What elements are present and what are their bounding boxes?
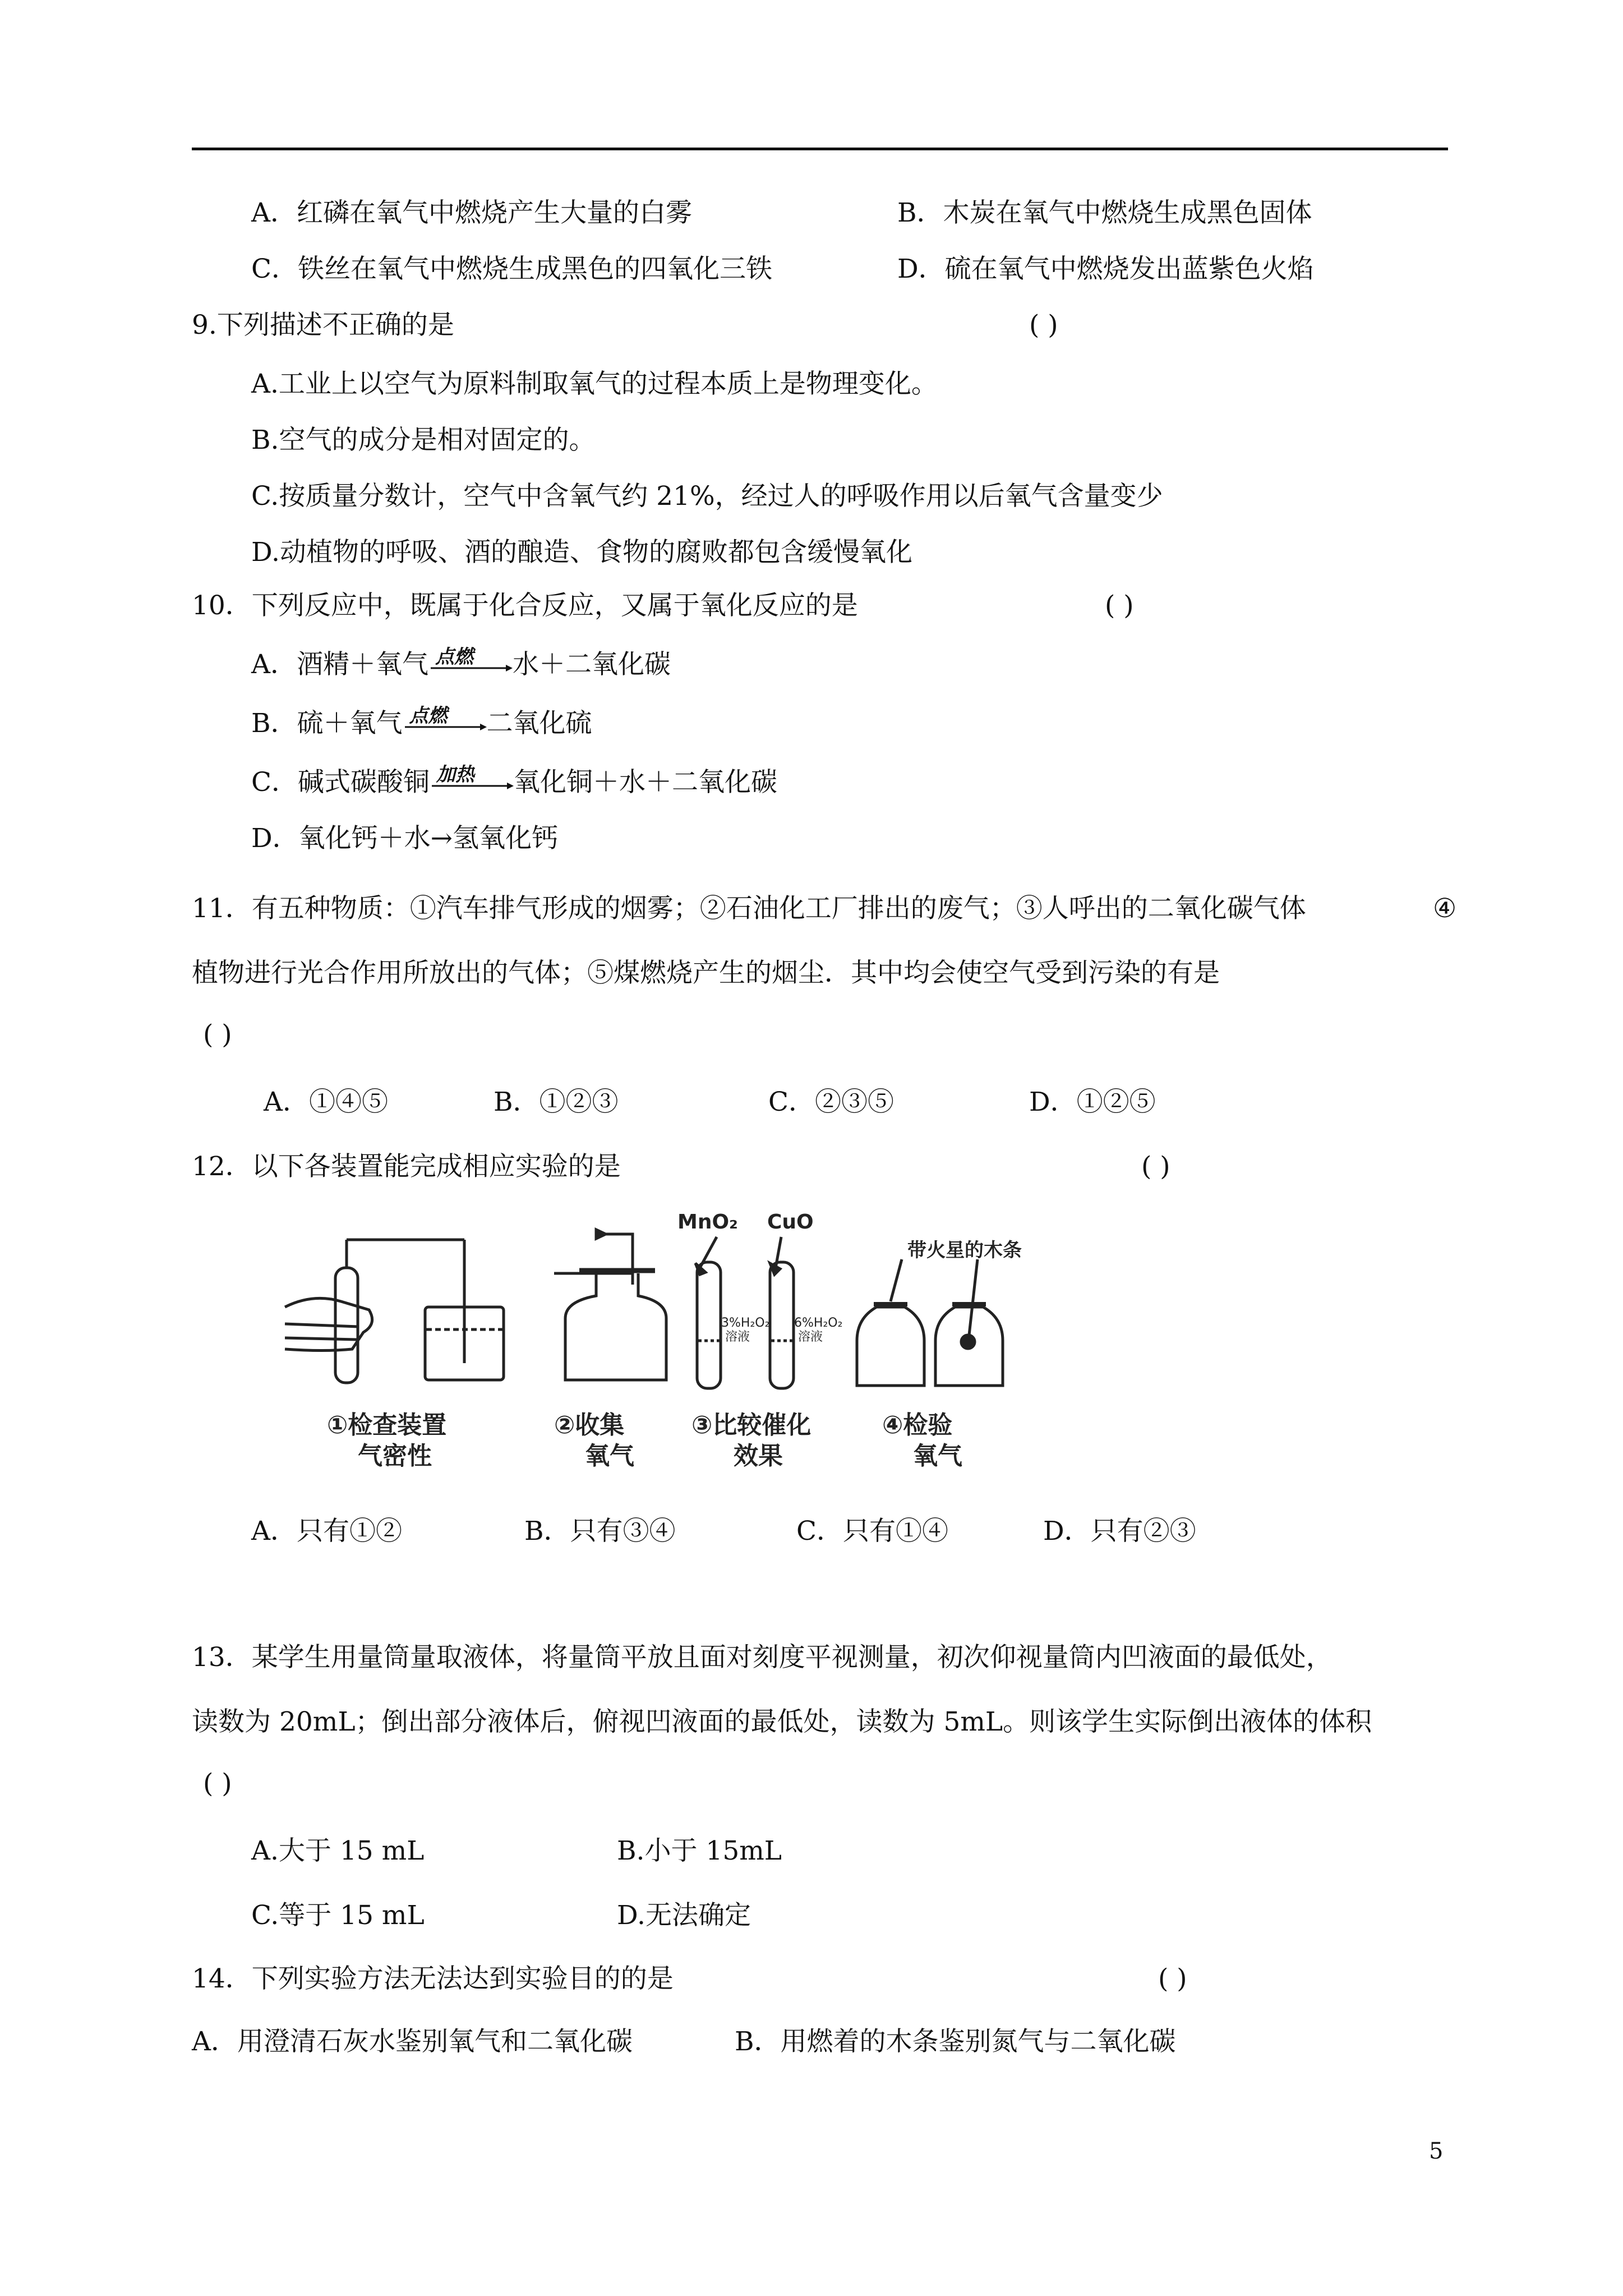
q13-line-1: 13．某学生用量筒量取液体，将量筒平放且面对刻度平视测量，初次仰视量筒内凹液面的最低处， [192, 1642, 1332, 1673]
q13-option-a: A.大于 15 mL [251, 1835, 425, 1866]
q11-line-1: 11．有五种物质：①汽车排气形成的烟雾；②石油化工厂排出的废气；③人呼出的二氧化碳气体 [192, 893, 1306, 924]
q10-option-c-products: 氧化铜＋水＋二氧化碳 [513, 767, 777, 798]
q14-stem: 14．下列实验方法无法达到实验目的的是 [192, 1963, 674, 1994]
q8-option-d: D．硫在氧气中燃烧发出蓝紫色火焰 [897, 254, 1314, 284]
q9-option-c: C.按质量分数计，空气中含氧气约 21%，经过人的呼吸作用以后氧气含量变少 [251, 481, 1163, 512]
caption-1-line-1: ①检查装置 [327, 1411, 447, 1439]
q13-option-c: C.等于 15 mL [251, 1900, 425, 1931]
q13-option-b: B.小于 15mL [617, 1835, 782, 1866]
q10-option-b [251, 707, 592, 740]
q9-option-a: A.工业上以空气为原料制取氧气的过程本质上是物理变化。 [251, 369, 938, 399]
q12-answer-bracket: ( ) [1141, 1151, 1170, 1182]
caption-3-line-1: ③比较催化 [691, 1411, 811, 1439]
q12-stem: 12．以下各装置能完成相应实验的是 [192, 1151, 621, 1182]
q11-option-c: C．②③⑤ [768, 1087, 894, 1117]
q9-stem: 9.下列描述不正确的是 [192, 310, 454, 341]
q13-answer-bracket: ( ) [203, 1768, 232, 1799]
cuo-label: CuO [767, 1212, 814, 1234]
caption-2-line-2: 氧气 [585, 1442, 634, 1470]
q10-answer-bracket: ( ) [1105, 590, 1134, 621]
q11-line-1-end: ④ [1433, 893, 1457, 924]
q10-option-b-reactants: B．硫＋氧气 [251, 708, 403, 739]
h2o2-6-label: 6%H₂O₂ [794, 1316, 843, 1330]
q11-option-d: D．①②⑤ [1029, 1087, 1156, 1117]
q11-option-b: B．①②③ [494, 1087, 619, 1117]
q12-option-a: A．只有①② [251, 1516, 402, 1547]
q14-option-a: A．用澄清石灰水鉴别氧气和二氧化碳 [192, 2026, 633, 2057]
q12-apparatus-figure [274, 1212, 1104, 1487]
header-rule [192, 148, 1448, 150]
q13-line-2: 读数为 20mL；倒出部分液体后，俯视凹液面的最低处，读数为 5mL。则该学生实际倒出液体的体积 [192, 1706, 1372, 1737]
gas-jars-glowing-splint-icon [857, 1259, 1003, 1386]
q10-option-a [251, 648, 671, 682]
q10-option-c-arrow [430, 763, 514, 799]
q14-option-b: B．用燃着的木条鉴别氮气与二氧化碳 [735, 2026, 1176, 2057]
q11-line-2: 植物进行光合作用所放出的气体；⑤煤燃烧产生的烟尘．其中均会使空气受到污染的有是 [192, 958, 1220, 988]
q10-option-a-reactants: A．酒精＋氧气 [251, 649, 428, 680]
q10-option-d: D．氧化钙＋水→氢氧化钙 [251, 823, 559, 854]
q13-option-d: D.无法确定 [617, 1900, 751, 1931]
glowing-splint-label: 带火星的木条 [907, 1239, 1022, 1262]
q12-option-c: C．只有①④ [796, 1516, 948, 1547]
solution-label-2: 溶液 [798, 1330, 823, 1344]
q10-option-b-products: 二氧化硫 [486, 708, 592, 739]
q11-answer-bracket: ( ) [203, 1019, 232, 1050]
page-number: 5 [1429, 2138, 1444, 2164]
q8-option-c: C．铁丝在氧气中燃烧生成黑色的四氧化三铁 [251, 254, 772, 284]
solution-label-1: 溶液 [725, 1330, 750, 1344]
q10-option-c-condition: 加热 [436, 763, 474, 786]
q12-option-d: D．只有②③ [1043, 1516, 1196, 1547]
apparatus-diagram [274, 1212, 1104, 1487]
caption-1-line-2: 气密性 [358, 1442, 432, 1470]
q8-option-b: B．木炭在氧气中燃烧生成黑色固体 [897, 197, 1312, 228]
hand-test-tube-beaker-icon [285, 1240, 504, 1383]
q10-option-a-products: 水＋二氧化碳 [512, 649, 671, 680]
q10-option-b-condition: 点燃 [409, 705, 448, 727]
mno2-label: MnO₂ [677, 1212, 738, 1234]
q10-option-a-condition: 点燃 [435, 646, 473, 668]
q10-option-b-arrow [403, 707, 487, 740]
q10-option-a-arrow [428, 648, 513, 682]
q9-answer-bracket: ( ) [1029, 310, 1058, 341]
gas-collection-bottle-icon [554, 1230, 666, 1380]
q12-option-b: B．只有③④ [524, 1516, 676, 1547]
q10-stem: 10．下列反应中，既属于化合反应，又属于氧化反应的是 [192, 590, 858, 621]
q11-option-a: A．①④⑤ [264, 1087, 388, 1117]
q14-answer-bracket: ( ) [1158, 1963, 1187, 1994]
caption-4-line-2: 氧气 [913, 1442, 962, 1470]
q9-option-d: D.动植物的呼吸、酒的酿造、食物的腐败都包含缓慢氧化 [251, 537, 912, 568]
caption-2-line-1: ②收集 [554, 1411, 625, 1439]
q9-option-b: B.空气的成分是相对固定的。 [251, 425, 596, 455]
caption-3-line-2: 效果 [734, 1442, 783, 1470]
q8-option-a: A．红磷在氧气中燃烧产生大量的白雾 [251, 197, 692, 228]
q10-option-c [251, 763, 777, 799]
q10-option-c-reactants: C．碱式碳酸铜 [251, 767, 430, 798]
caption-4-line-1: ④检验 [882, 1411, 953, 1439]
catalyst-test-tubes-icon [695, 1237, 794, 1388]
h2o2-3-label: 3%H₂O₂ [721, 1316, 770, 1330]
